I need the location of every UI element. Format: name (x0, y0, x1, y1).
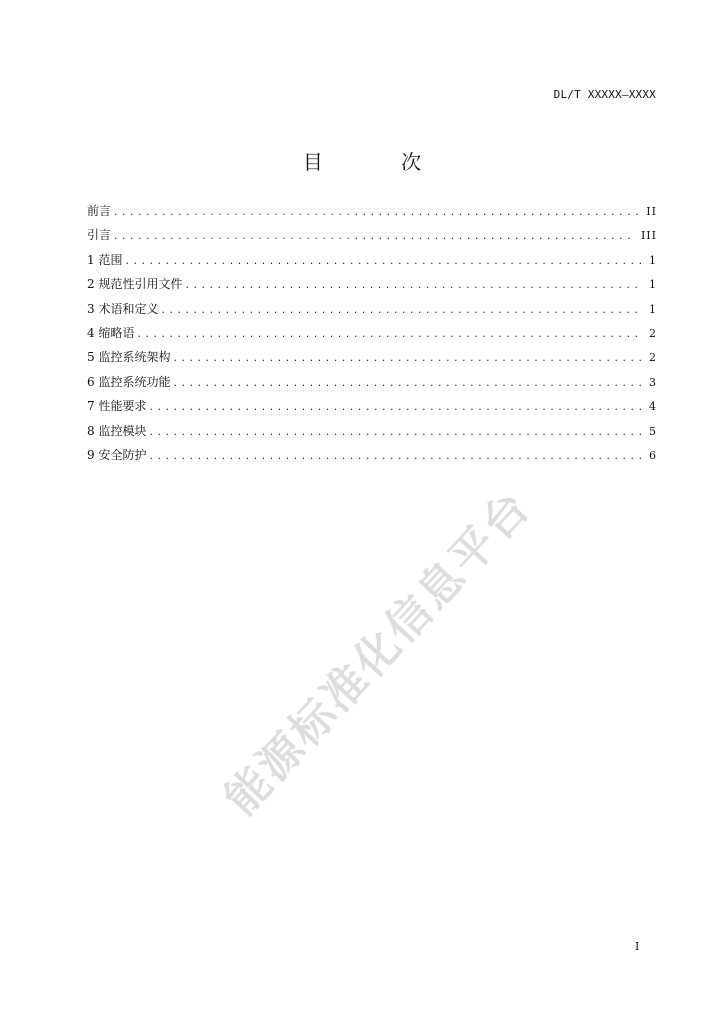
toc-entry-page: 1 (649, 253, 657, 267)
toc-entry-page: 4 (649, 400, 657, 414)
toc-entry-label: 8 监控模块 (87, 423, 147, 438)
toc-dot-leader (148, 421, 643, 445)
toc-entry-terms-definitions[interactable] (87, 297, 657, 321)
toc-entry-label: 5 监控系统架构 (87, 350, 171, 365)
toc-entry-page: 2 (649, 326, 657, 340)
toc-entry-page: 1 (649, 278, 657, 292)
toc-entry-label: 7 性能要求 (87, 399, 147, 414)
toc-dot-leader (113, 225, 635, 249)
watermark: 能源标准化信息平台 (215, 480, 542, 826)
toc-entry-foreword[interactable] (87, 199, 657, 223)
toc-entry-system-functions[interactable] (87, 370, 657, 394)
toc-entry-label: 2 规范性引用文件 (87, 277, 183, 292)
toc-entry-monitoring-modules[interactable] (87, 419, 657, 443)
toc-list (87, 199, 657, 467)
toc-entry-system-architecture[interactable] (87, 345, 657, 369)
toc-entry-label: 1 范围 (87, 252, 123, 267)
toc-dot-leader (148, 445, 643, 469)
toc-entry-page: 1 (649, 302, 657, 316)
toc-entry-page: 3 (649, 375, 657, 389)
toc-entry-abbreviations[interactable] (87, 321, 657, 345)
toc-entry-scope[interactable] (87, 248, 657, 272)
toc-entry-label: 3 术语和定义 (87, 301, 159, 316)
toc-dot-leader (172, 347, 643, 371)
toc-entry-introduction[interactable] (87, 223, 657, 247)
toc-dot-leader (113, 201, 640, 225)
toc-dot-leader (160, 299, 643, 323)
toc-entry-label: 4 缩略语 (87, 325, 135, 340)
page-number: I (635, 940, 640, 953)
toc-entry-security-protection[interactable] (87, 443, 657, 467)
toc-dot-leader (148, 396, 643, 420)
toc-dot-leader (172, 372, 643, 396)
toc-entry-page: 2 (649, 351, 657, 365)
toc-entry-label: 6 监控系统功能 (87, 374, 171, 389)
toc-entry-page: 5 (649, 424, 657, 438)
toc-dot-leader (136, 323, 643, 347)
toc-title: 目 次 (302, 150, 458, 174)
toc-entry-page: III (640, 229, 657, 243)
toc-entry-page: 6 (649, 448, 657, 462)
toc-entry-normative-references[interactable] (87, 272, 657, 296)
toc-dot-leader (184, 274, 643, 298)
document-code: DL/T XXXXX—XXXX (553, 88, 656, 101)
toc-entry-label: 前言 (87, 204, 112, 218)
toc-entry-label: 9 安全防护 (87, 447, 147, 462)
toc-entry-performance-requirements[interactable] (87, 394, 657, 418)
toc-dot-leader (124, 250, 643, 274)
toc-entry-page: II (646, 205, 657, 218)
toc-entry-label: 引言 (87, 228, 112, 243)
